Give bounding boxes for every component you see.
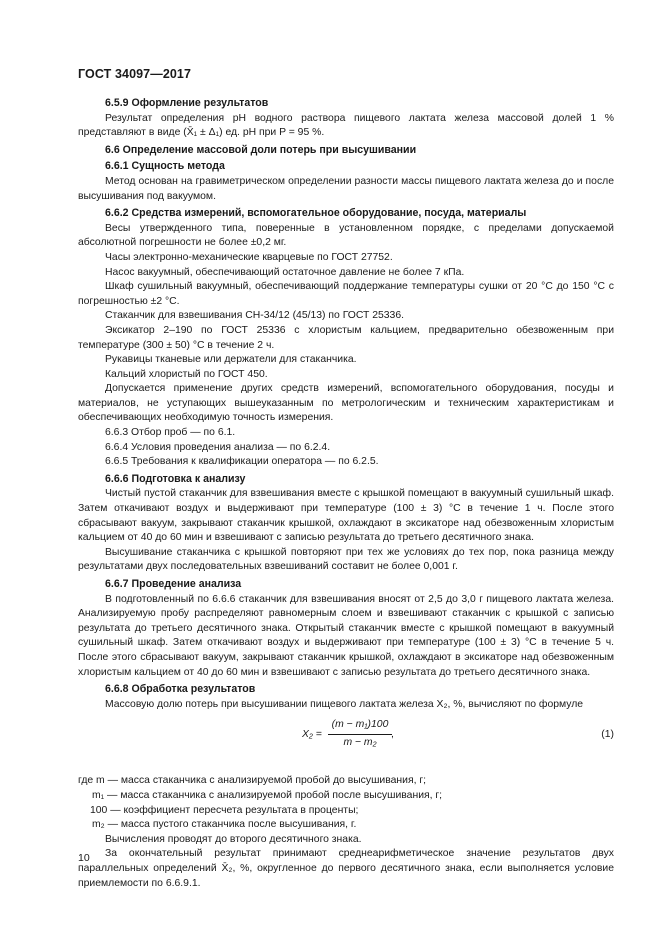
paragraph-6-6-6-b: Высушивание стаканчика с крышкой повторяют при тех же условиях до тех пор, пока разница между результатами двух последовательных взвешиваний составит не более 0,001 г. (78, 546, 614, 573)
clause-6-6-5: 6.6.5 Требования к квалификации оператора — по 6.2.5. (105, 456, 379, 468)
heading-6-6-2: 6.6.2 Средства измерений, вспомогательное оборудование, посуда, материалы (105, 207, 527, 220)
heading-6-6-6: 6.6.6 Подготовка к анализу (105, 472, 246, 485)
variable-definition: 100 — коэффициент пересчета результата в проценты; (90, 804, 359, 816)
equipment-item: Насос вакуумный, обеспечивающий остаточное давление не более 7 кПа. (105, 266, 465, 278)
equipment-item: Шкаф сушильный вакуумный, обеспечивающий поддержание температуры сушки от 20 °С до 150 °С с погрешностью ±2 °С. (78, 281, 614, 307)
formula-1 (78, 718, 614, 758)
heading-6-6-1: 6.6.1 Сущность метода (105, 160, 225, 173)
formula-fraction (328, 718, 392, 750)
formula-numerator: (m − m₁)100 (328, 718, 392, 735)
equipment-item: Стаканчик для взвешивания СН-34/12 (45/13) по ГОСТ 25336. (105, 310, 404, 322)
heading-6-5-9: 6.5.9 Оформление результатов (105, 97, 269, 109)
page-content (78, 94, 614, 891)
formula-tail: , (391, 729, 394, 741)
paragraph-calculation: Вычисления проводят до второго десятичного знака. (105, 833, 362, 845)
paragraph-6-6-6-a: Чистый пустой стаканчик для взвешивания вместе с крышкой помещают в вакуумный сушильный шкаф. Затем откачивают воздух и выдерживают при температуре (100 ± 3) °С в течение 1 ч. После этого сбрасывают вакуум, закрывают стаканчик крышкой, охлаждают в эксикаторе над обезвоженным хлористым кальцием от 40 до 60 мин и взвешивают с записью результата до третьего десятичного знака. (78, 488, 614, 544)
equipment-item: Кальций хлористый по ГОСТ 450. (105, 368, 268, 380)
clause-6-6-3: 6.6.3 Отбор проб — по 6.1. (105, 427, 236, 439)
variable-definition: m₂ — масса пустого стаканчика после высушивания, г. (92, 819, 357, 831)
formula-lhs: X₂ = (302, 729, 322, 741)
variable-definition: где m — масса стаканчика с анализируемой пробой до высушивания, г; (78, 775, 427, 787)
variable-definition: m₁ — масса стаканчика с анализируемой пробой после высушивания, г; (92, 789, 443, 801)
formula-number: (1) (601, 729, 614, 741)
equipment-item: Эксикатор 2–190 по ГОСТ 25336 с хлористым кальцием, предварительно обезвоженным при температуре (300 ± 50) °С в течение 2 ч. (78, 324, 614, 351)
formula-denominator: m − m₂ (343, 736, 377, 748)
equipment-item: Весы утвержденного типа, поверенные в установленном порядке, с пределами допускаемой абсолютной погрешности не более ±0,2 мг. (78, 222, 614, 249)
heading-6-6-8: 6.6.8 Обработка результатов (105, 683, 256, 696)
paragraph-6-6-7: В подготовленный по 6.6.6 стаканчик для взвешивания вносят от 2,5 до 3,0 г пищевого лактата железа. Анализируемую пробу распределяют равномерным слоем и взвешивают стаканчик с крышкой с записью результата до третьего десятичного знака. Открытый стаканчик вместе с крышкой помещают в вакуумный сушильный шкаф. Затем откачивают воздух и выдерживают при температуре (100 ± 3) °С в течение 5 ч. После этого сбрасывают вакуум, закрывают стаканчик крышкой, охлаждают в эксикаторе над обезвоженным хлористым кальцием от 40 до 60 мин и взвешивают с записью результата до третьего десятичного знака. (78, 593, 614, 678)
paragraph-final-result: За окончательный результат принимают среднеарифметическое значение результатов двух параллельных определений X̄₂, %, округленное до первого десятичного знака, если выполняется условие приемлемости по 6.6.9.1. (78, 848, 614, 889)
clause-6-6-4: 6.6.4 Условия проведения анализа — по 6.2.4. (105, 441, 331, 453)
heading-6-6-7: 6.6.7 Проведение анализа (105, 578, 242, 590)
paragraph-6-6-1: Метод основан на гравиметрическом определении разности массы пищевого лактата железа до и после высушивания под вакуумом. (78, 175, 614, 202)
paragraph-formula-intro: Массовую долю потерь при высушивании пищевого лактата железа X₂, %, вычисляют по формуле (105, 698, 584, 710)
running-header: ГОСТ 34097—2017 (78, 67, 192, 81)
paragraph-6-5-9: Результат определения pH водного раствора пищевого лактата железа массовой долей 1 % представляют в виде (X̄₁ ± Δ₁) ед. pH при P = 95 %. (78, 112, 614, 139)
equipment-item: Часы электронно-механические кварцевые по ГОСТ 27752. (105, 251, 393, 263)
equipment-item: Допускается применение других средств измерений, вспомогательного оборудования, посуды и материалов, не уступающих вышеуказанным по метрологическим и техническим характеристикам и обеспечивающих необходимую точность измерения. (78, 383, 614, 424)
page-number: 10 (78, 852, 90, 864)
equipment-item: Рукавицы тканевые или держатели для стаканчика. (105, 354, 357, 366)
heading-6-6: 6.6 Определение массовой доли потерь при высушивании (105, 143, 417, 156)
